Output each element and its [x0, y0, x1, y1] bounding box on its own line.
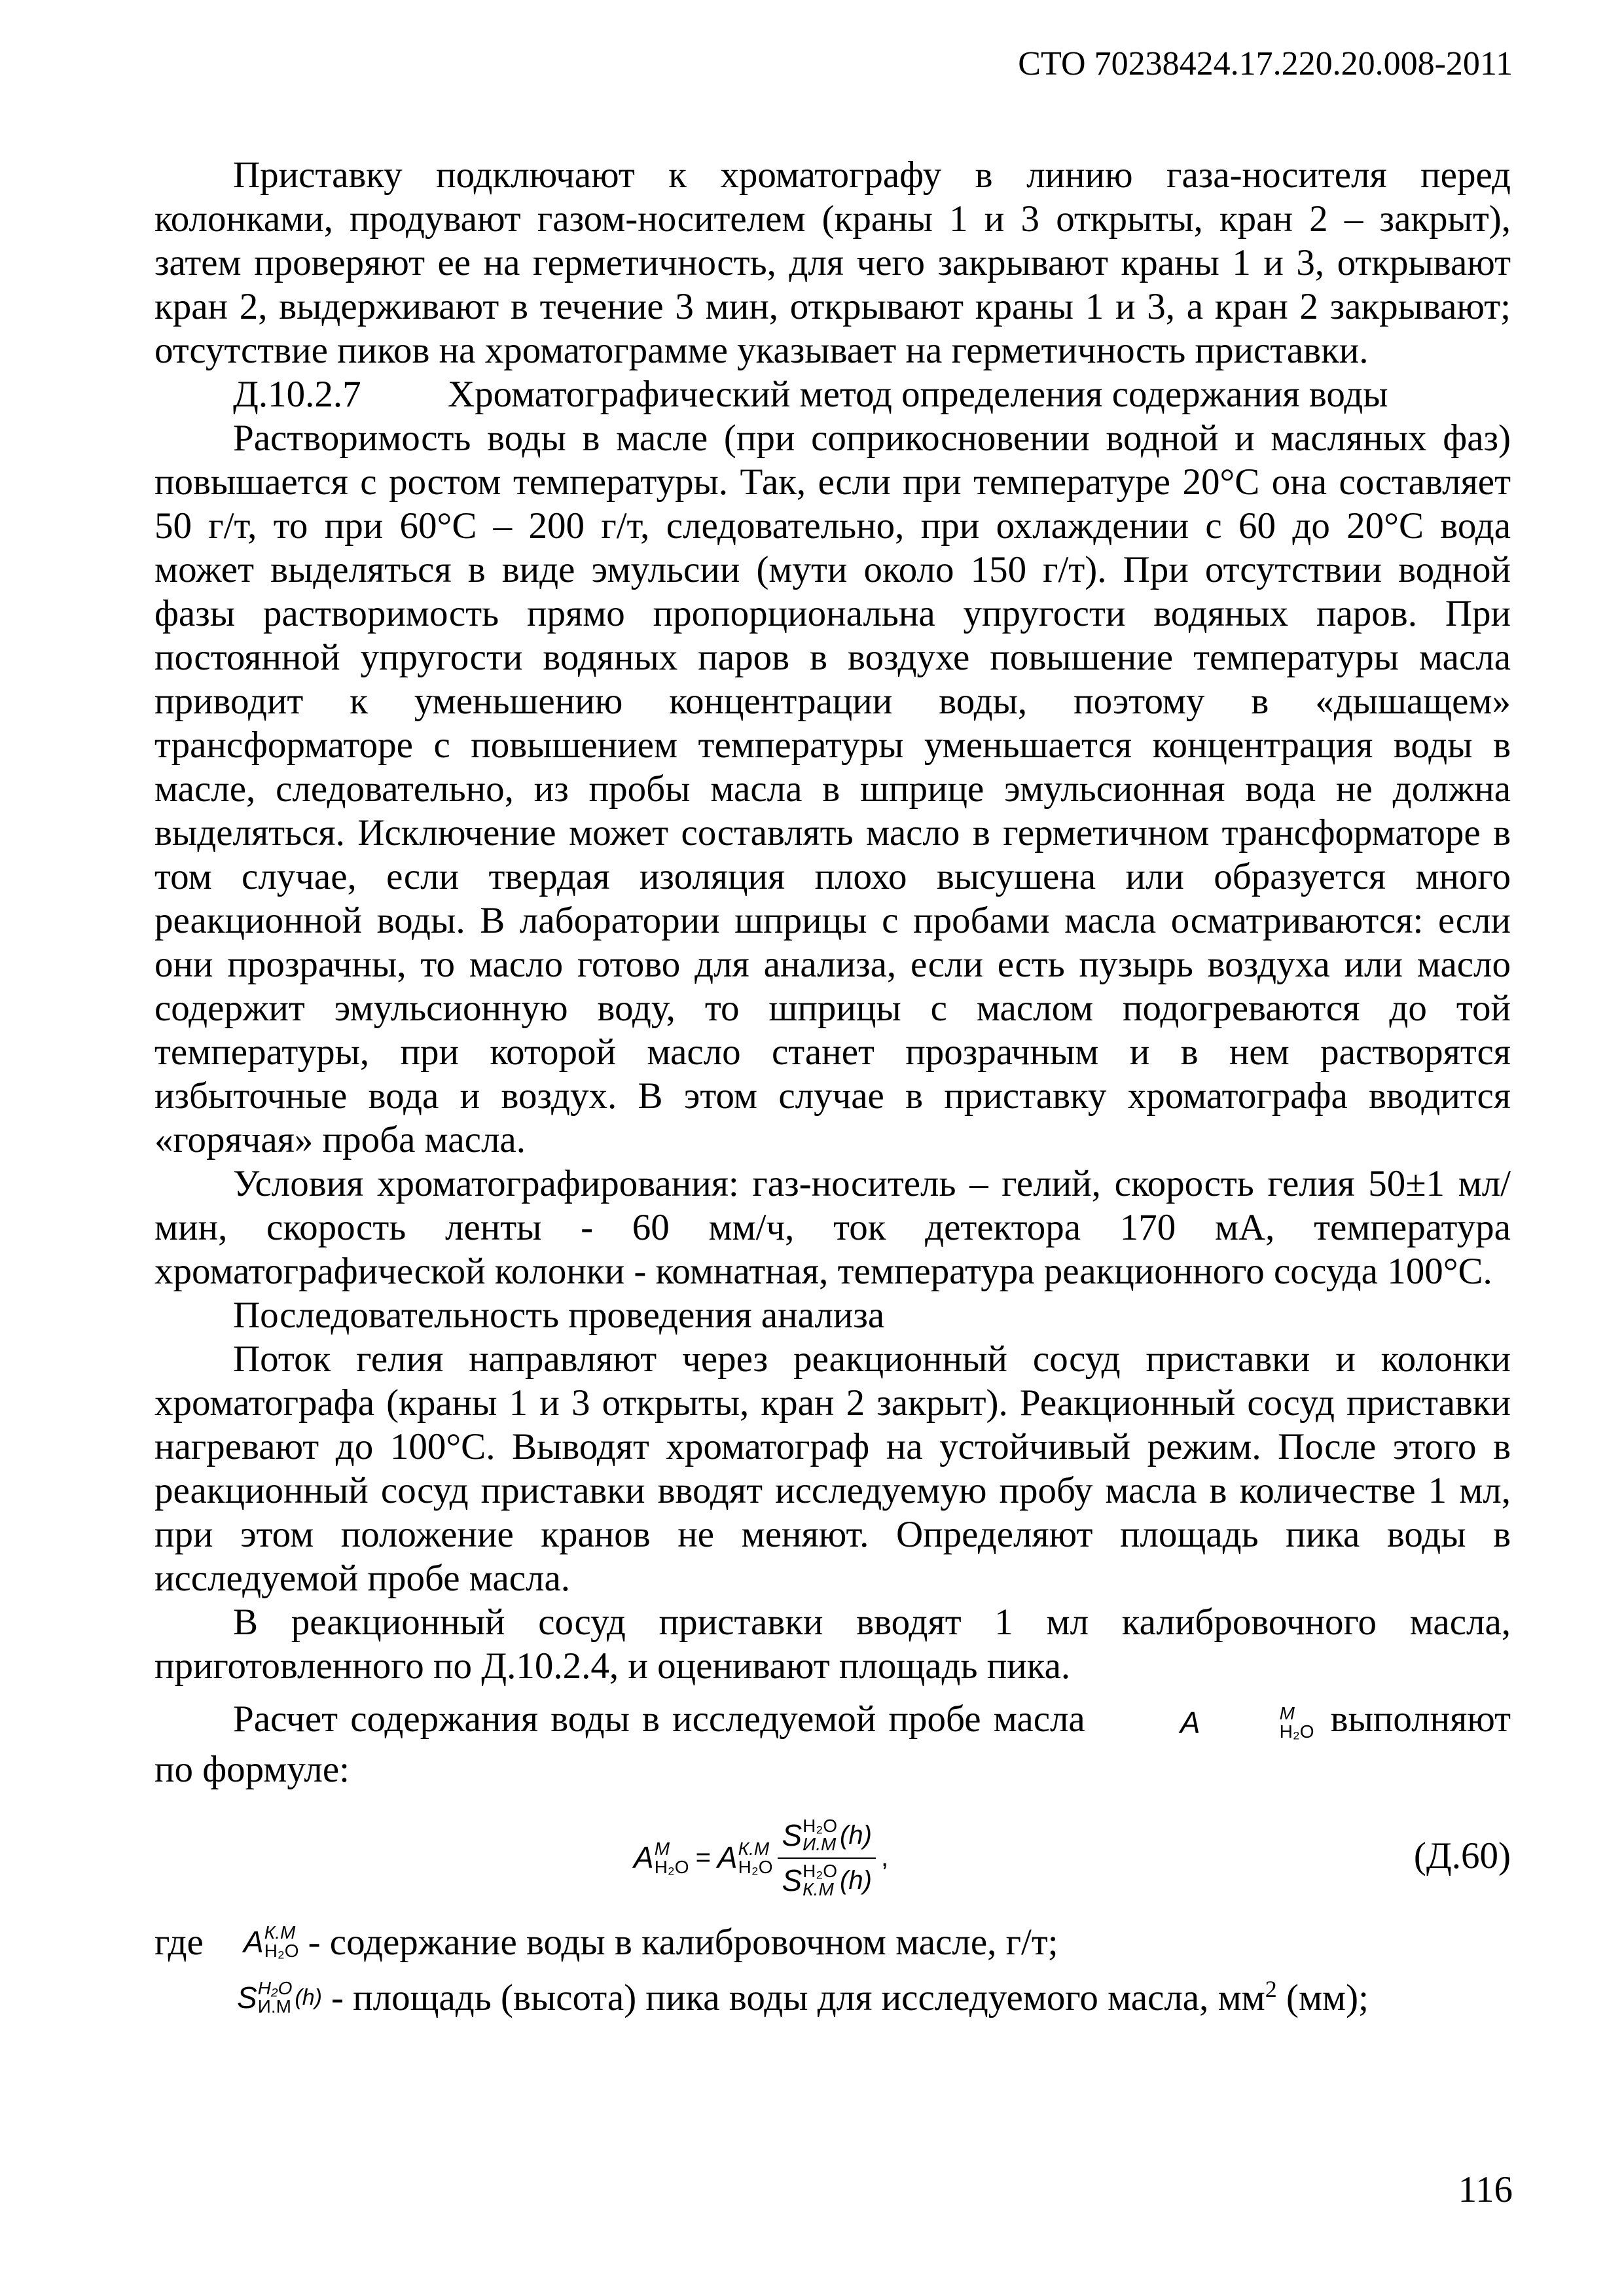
paragraph-calibration-oil: В реакционный сосуд приставки вводят 1 мл калибровочного масла, приготовленного по Д.10.2.4, и оценивают площадь пика. [154, 1602, 1511, 1687]
section-heading [154, 372, 1511, 416]
equation-number: (Д.60) [1413, 1835, 1511, 1876]
formula-comma: , [880, 1843, 889, 1873]
document-body [154, 153, 1511, 2020]
document-code-header: СТО 70238424.17.220.20.008-2011 [1018, 45, 1513, 82]
paragraph-attachment-connection: Приставку подключают к хроматографу в линию газа-носителя перед колонками, продувают газом-носителем (краны 1 и 3 открыты, кран 2 – закрыт), затем проверяют ее на герметичность, для чего закрывают краны 1 и 3, открывают кран 2, выдерживают в течение 3 мин, открывают краны 1 и 3, а кран 2 закрывают; отсутствие пиков на хроматограмме указывает на герметичность приставки. [154, 154, 1511, 371]
paragraph-helium-flow: Поток гелия направляют через реакционный сосуд приставки и колонки хроматографа (краны 1 и 3 открыты, кран 2 закрыт). Реакционный сосуд приставки нагревают до 100°С. Выводят хроматограф на устойчивый режим. После этого в реакционный сосуд приставки вводят исследуемую пробу масла в количестве 1 мл, при этом положение кранов не меняют. Определяют площадь пика воды в исследуемой пробе масла. [154, 1338, 1511, 1599]
formula-lhs: A M H₂O [634, 1838, 689, 1877]
equals-sign: = [695, 1843, 711, 1873]
formula-fraction [778, 1814, 875, 1903]
symbol-S-H2O-IM: S H₂O И.М (h) [237, 1978, 322, 2017]
paragraph-chromatography-conditions: Условия хроматографирования: газ-носитель – гелий, скорость гелия 50±1 мл/мин, скорость ленты - 60 мм/ч, ток детектора 170 мА, температура хроматографической колонки - комнатная, температура реакционного сосуда 100°С. [154, 1163, 1511, 1292]
paragraph-water-solubility: Растворимость воды в масле (при соприкосновении водной и масляных фаз) повышается с ростом температуры. Так, если при температуре 20°С она составляет 50 г/т, то при 60°С – 200 г/т, следовательно, при охлаждении с 60 до 20°С вода может выделяться в виде эмульсии (мути около 150 г/т). При отсутствии водной фазы растворимость прямо пропорциональна упругости водяных паров. При постоянной упругости водяных паров в воздухе повышение температуры масла приводит к уменьшению концентрации воды, поэтому в «дышащем» трансформаторе с повышением температуры уменьшается концентрация воды в масле, следовательно, из пробы масла в шприце эмульсионная вода не должна выделяться. Исключение может составлять масло в герметичном трансформаторе в том случае, если твердая изоляция плохо высушена или образуется много реакционной воды. В лаборатории шприцы с пробами масла осматриваются: если они прозрачны, то масло готово для анализа, если есть пузырь воздуха или масло содержит эмульсионную воду, то шприцы с маслом подогреваются до той температуры, при которой масло станет прозрачным и в нем растворятся избыточные вода и воздух. В этом случае в приставку хроматографа вводится «горячая» проба масла. [154, 418, 1511, 1160]
where-label: где [154, 1921, 204, 1963]
fraction-denominator: S H₂O К.М (h) [782, 1861, 872, 1900]
symbol-A-H2O-KM: A К.М H₂O [244, 1922, 299, 1962]
page-number: 116 [1458, 2169, 1513, 2210]
definition-calibration-water [154, 1920, 1511, 1964]
section-number: Д.10.2.7 [233, 374, 361, 415]
definition-sample-peak-area [154, 1976, 1511, 2020]
paragraph-analysis-sequence-title: Последовательность проведения анализа [233, 1295, 885, 1336]
paragraph-calculation-intro [154, 1696, 1511, 1793]
symbol-A-H2O-M: A M H₂O [1180, 1702, 1314, 1742]
formula-row [154, 1803, 1511, 1914]
section-title: Хроматографический метод определения содержания воды [448, 374, 1388, 415]
definition-1-text: - содержание воды в калибровочном масле, г/т; [308, 1921, 1058, 1963]
calc-intro-text-end: выполняют по формуле: [154, 1698, 1511, 1790]
formula-calibration-term: A К.М H₂O [717, 1838, 773, 1877]
calc-intro-text: Расчет содержания воды в исследуемой пробе масла [233, 1698, 1085, 1740]
definition-2-text: - площадь (высота) пика воды для исследуемого масла, $мм^2$ (мм); [331, 1975, 1369, 2018]
fraction-numerator: S H₂O И.М (h) [782, 1816, 872, 1855]
formula-D60 [634, 1803, 888, 1914]
